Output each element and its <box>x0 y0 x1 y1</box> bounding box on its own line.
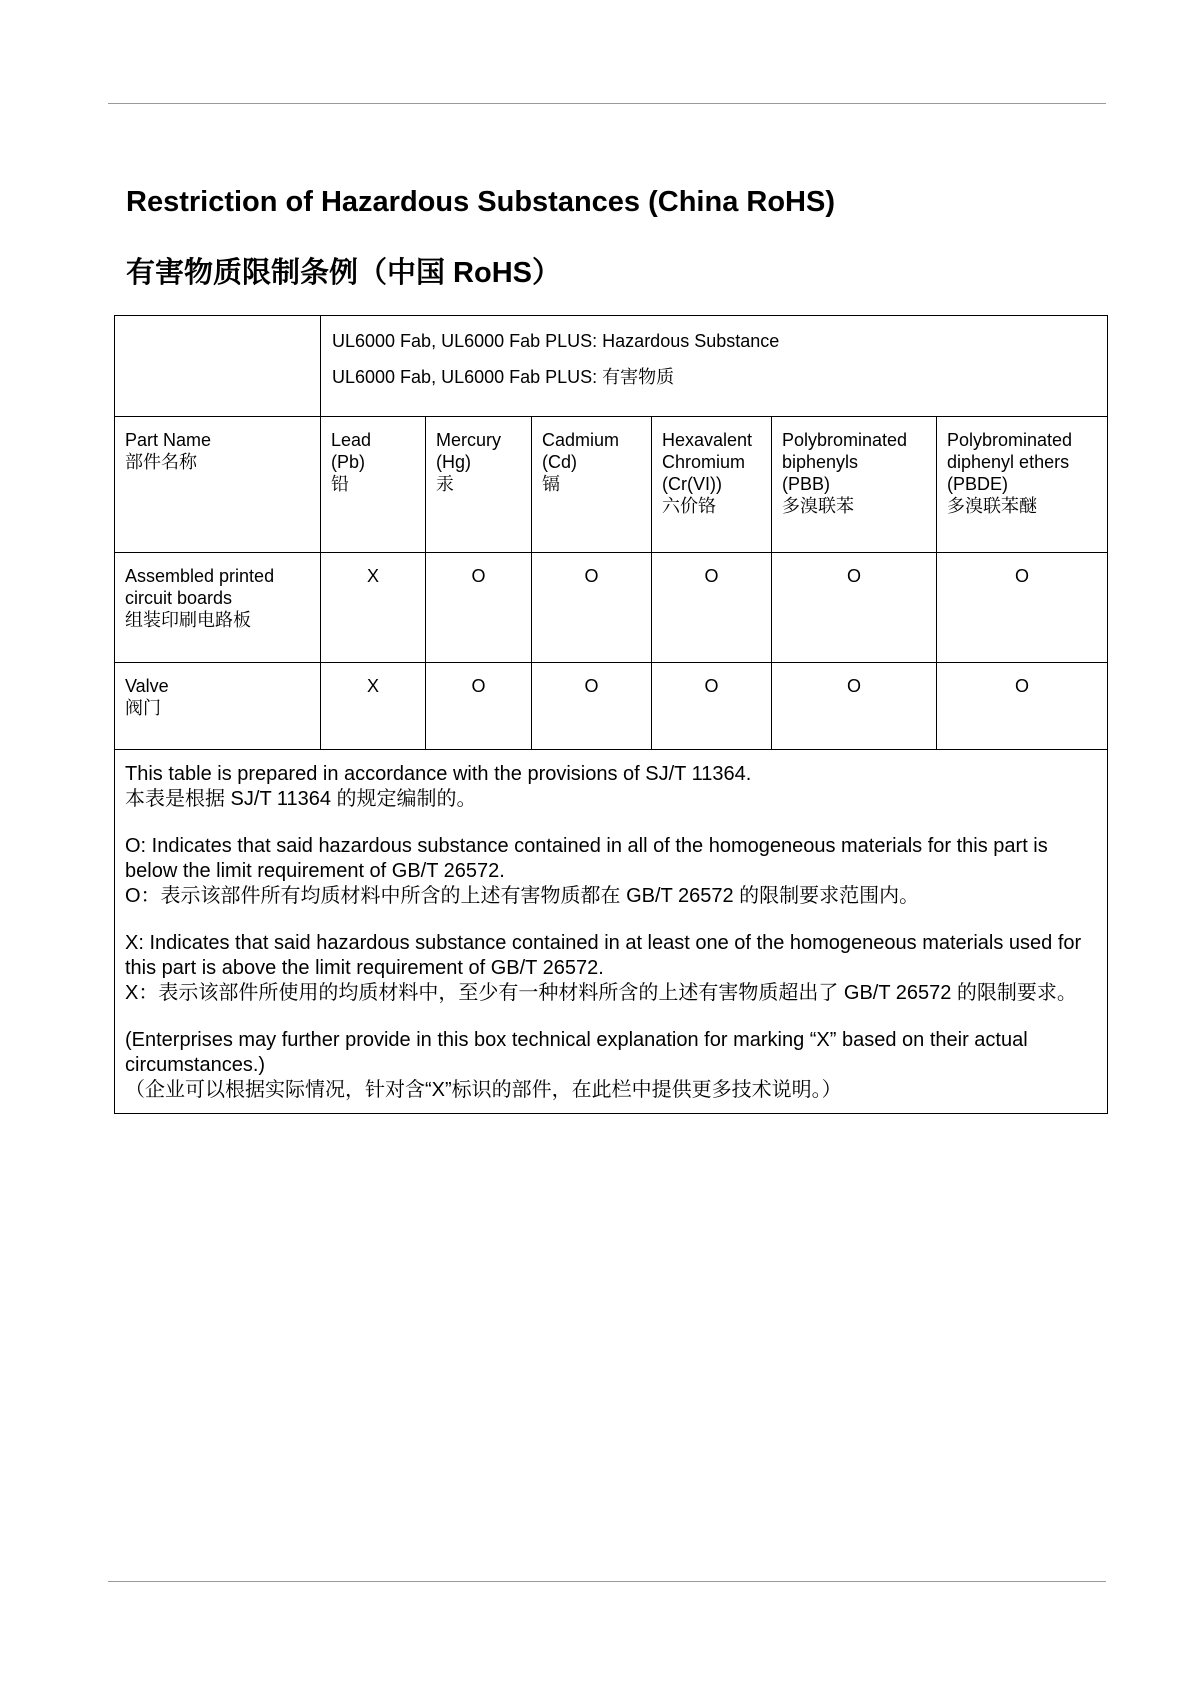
header-line-cn: UL6000 Fab, UL6000 Fab PLUS: 有害物质 <box>332 367 675 387</box>
mark-mercury: O <box>426 553 532 663</box>
mark-pbde: O <box>937 663 1108 750</box>
note-o-definition: O: Indicates that said hazardous substance contained in all of the homogeneous materials for this part is below the limit requirement of GB/T 26572. O：表示该部件所有均质材料中所含的上述有害物质都在 GB/T 26572 的限制要求范围内。 <box>125 835 1048 907</box>
mark-cadmium: O <box>532 553 652 663</box>
column-header-hexavalent-chromium: Hexavalent Chromium (Cr(VI)) 六价铬 <box>652 417 772 553</box>
mark-cadmium: O <box>532 663 652 750</box>
column-header-lead: Lead (Pb) 铅 <box>321 417 426 553</box>
mark-pbde: O <box>937 553 1108 663</box>
mark-lead: X <box>321 663 426 750</box>
table-row <box>115 553 1108 663</box>
note-sjt-provision: This table is prepared in accordance with the provisions of SJ/T 11364. 本表是根据 SJ/T 11364 的规定编制的。 <box>125 763 752 810</box>
part-name-cell: Valve 阀门 <box>115 663 321 750</box>
column-header-mercury: Mercury (Hg) 汞 <box>426 417 532 553</box>
page-title: Restriction of Hazardous Substances (China RoHS) <box>126 186 835 218</box>
hazardous-substance-header <box>321 316 1108 417</box>
mark-lead: X <box>321 553 426 663</box>
mark-pbb: O <box>772 553 937 663</box>
table-row <box>115 663 1108 750</box>
note-x-definition: X: Indicates that said hazardous substance contained in at least one of the homogeneous materials used for this part is above the limit requirement of GB/T 26572. X：表示该部件所使用的均质材料中，至少有一种材料所含的上述有害物质超出了 GB/T 26572 的限制要求。 <box>125 932 1082 1004</box>
header-line-en: UL6000 Fab, UL6000 Fab PLUS: Hazardous Substance <box>332 331 780 351</box>
header-empty-cell <box>115 316 321 417</box>
mark-hexavalent-chromium: O <box>652 553 772 663</box>
column-header-row <box>115 417 1108 553</box>
part-name-cell: Assembled printed circuit boards 组装印刷电路板 <box>115 553 321 663</box>
column-header-part-name: Part Name 部件名称 <box>115 417 321 553</box>
note-enterprise-explanation: (Enterprises may further provide in this box technical explanation for marking “X” based on their actual circumstances.) （企业可以根据实际情况，针对含“X”标识的部件，在此栏中提供更多技术说明。） <box>125 1029 1028 1101</box>
column-header-cadmium: Cadmium (Cd) 镉 <box>532 417 652 553</box>
mark-mercury: O <box>426 663 532 750</box>
column-header-pbde: Polybrominated diphenyl ethers (PBDE) 多溴联苯醚 <box>937 417 1108 553</box>
mark-hexavalent-chromium: O <box>652 663 772 750</box>
footer-rule <box>108 1581 1106 1582</box>
column-header-pbb: Polybrominated biphenyls (PBB) 多溴联苯 <box>772 417 937 553</box>
notes-cell <box>115 750 1108 1114</box>
notes-row <box>115 750 1108 1114</box>
table-header-row <box>115 316 1108 417</box>
page-title-chinese: 有害物质限制条例（中国 RoHS） <box>126 257 562 289</box>
rohs-table <box>114 315 1108 1114</box>
mark-pbb: O <box>772 663 937 750</box>
header-rule <box>108 103 1106 104</box>
